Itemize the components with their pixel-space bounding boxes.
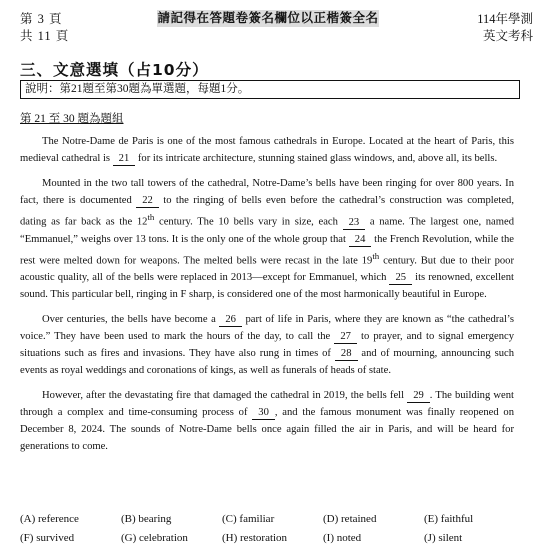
option-b: (B) bearing (121, 513, 172, 525)
exam-name: 114年學測 (477, 12, 533, 26)
blank-21: 21 (113, 153, 136, 166)
passage (20, 133, 514, 463)
option-e: (E) faithful (424, 513, 474, 525)
options-row-1 (20, 513, 540, 532)
total-pages: 共 11 頁 (20, 29, 70, 43)
text: The Notre-Dame de Paris is one of the most famous cathedrals in Europe. Located at the heart of Paris, this medieval cathedral is (20, 136, 514, 164)
answer-options (20, 513, 540, 551)
superscript: th (147, 212, 155, 222)
page-number: 第 3 頁 (20, 12, 63, 26)
text: to prayer, and to signal emergency situations such as fires and invasions. They have also rung in times of (20, 331, 514, 360)
text: the French Revolution, while the rest were melted down for weapons. The melted bells were recast in the late 19 (20, 233, 514, 267)
text: for its intricate architecture, stunning stained glass windows, and, above all, its bells. (135, 153, 498, 164)
paragraph-4 (20, 387, 514, 455)
blank-26: 26 (219, 314, 242, 327)
text: part of life in Paris, where they are known as “the cathedral’s voice.” They have been used to mark the hours of the day, to call the (20, 314, 514, 343)
blank-22: 22 (136, 195, 159, 208)
subject-name: 英文考科 (482, 29, 533, 43)
blank-23: 23 (343, 217, 366, 230)
text: and of mourning, announcing such events as royal weddings and coronations of kings, as well as funerals of heads of state. (20, 348, 514, 377)
paragraph-2 (20, 175, 514, 303)
option-h: (H) restoration (222, 532, 288, 544)
option-c: (C) familiar (222, 513, 275, 525)
blank-25: 25 (389, 272, 412, 285)
option-j: (J) silent (424, 532, 463, 544)
option-a: (A) reference (20, 513, 79, 525)
page-info (20, 11, 69, 45)
text: , and the famous monument was finally reopened on December 8, 2024. The sounds of Notre-Dame bells once again filled the air in Paris, and will be heard for generations to come. (20, 407, 514, 453)
superscript: th (372, 250, 380, 261)
text: century. But due to their poor acoustic quality, all of the bells were replaced in 2013—except for Emmanuel, which (20, 255, 514, 284)
text: Over centuries, the bells have become a (42, 314, 220, 326)
blank-24: 24 (349, 234, 372, 247)
blank-27: 27 (334, 331, 357, 344)
blank-29: 29 (407, 390, 430, 403)
option-d: (D) retained (323, 513, 377, 525)
options-row-2 (20, 532, 540, 551)
section-title: 三、文意選填（占10分） (20, 61, 209, 79)
exam-info (477, 11, 533, 45)
option-f: (F) survived (20, 532, 75, 544)
text: . The building went through a complex and time-consuming process of (20, 390, 515, 419)
instructions-box: 說明：第21題至第30題為單選題，每題1分。 (20, 80, 520, 99)
option-i: (I) noted (323, 532, 362, 544)
text: its renowned, excellent sound. This particular bell, ringing in F sharp, is considered one of the most harmonically beautiful in Europe. (20, 272, 514, 301)
blank-28: 28 (335, 348, 358, 361)
text: a name. The largest one, named “Emmanuel,” weighs over 13 tons. It is the only one of the whole group that (20, 216, 514, 245)
text: to the ringing of bells even before the cathedral’s construction was completed, dating as far back as the 12 (20, 195, 514, 228)
text: However, after the devastating fire that damaged the cathedral in 2019, the bells fell (42, 390, 408, 402)
paragraph-3 (20, 311, 514, 379)
option-g: (G) celebration (121, 532, 188, 544)
question-group-label: 第 21 至 30 題為題組 (20, 113, 124, 125)
paragraph-1 (20, 133, 514, 167)
signature-notice: 請記得在答題卷簽名欄位以正楷簽全名 (157, 11, 379, 25)
text: century. The 10 bells vary in size, each (154, 216, 343, 228)
text: Mounted in the two tall towers of the cathedral, Notre-Dame’s bells have been ringing for over 800 years. In fact, there is documented (20, 178, 514, 206)
blank-30: 30 (252, 407, 275, 420)
